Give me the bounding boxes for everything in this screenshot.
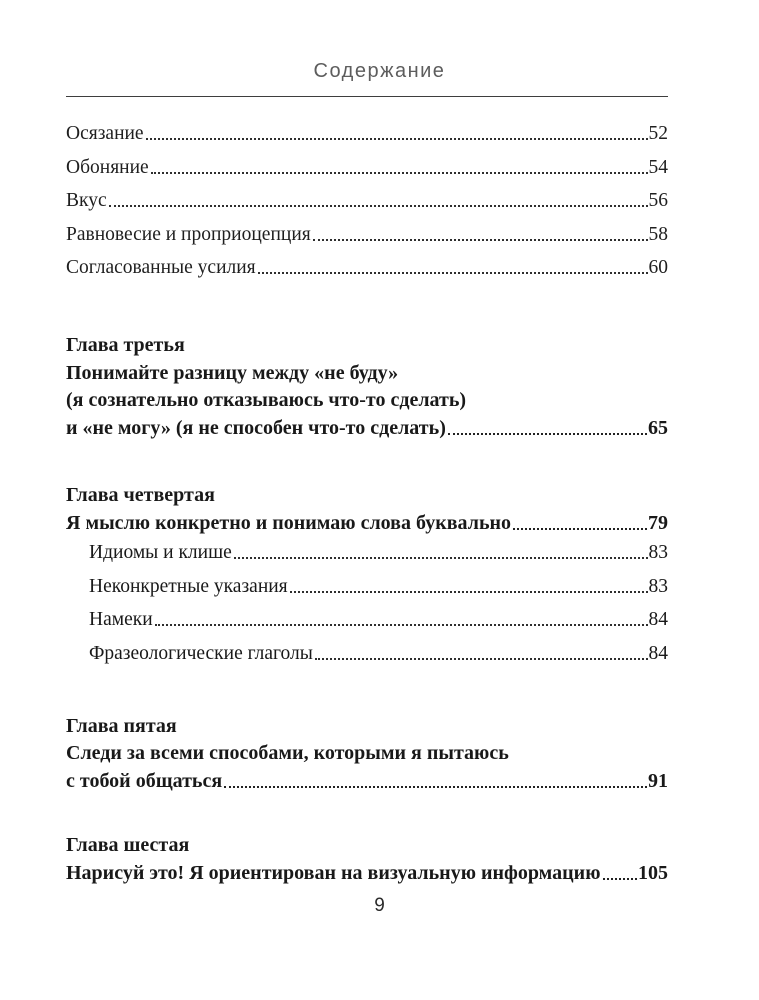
chapter-heading: Глава четвертая: [66, 484, 215, 506]
dot-leader: [234, 557, 648, 559]
toc-entry-title: Намеки: [89, 609, 153, 630]
chapter-title-line: Нарисуй это! Я ориентирован на визуальную информацию: [66, 861, 601, 884]
dot-leader: [315, 658, 648, 660]
header-divider: [66, 96, 668, 97]
chapter-title-line: Следи за всеми способами, которыми я пытаюсь: [66, 742, 509, 764]
chapter-heading: Глава третья: [66, 334, 185, 356]
chapter-title-line: Я мыслю конкретно и понимаю слова буквально: [66, 511, 512, 534]
chapter-page: 105: [638, 861, 668, 884]
chapter-heading: Глава пятая: [66, 714, 177, 737]
toc-entry: [66, 191, 668, 211]
toc-entry-page: 84: [648, 609, 668, 630]
toc-chapter-fourth: [66, 482, 668, 664]
toc-entry-title: Обоняние: [66, 156, 149, 178]
toc-entry: [66, 225, 668, 245]
chapter-title-line: (я сознательно отказываюсь что-то сделать): [66, 389, 467, 411]
chapter-title-line: и «не могу» (я не способен что-то сделать): [66, 416, 446, 439]
chapter-title-row: [66, 510, 668, 538]
toc-entry-page: 52: [648, 123, 668, 144]
toc-entry: [66, 158, 668, 178]
toc-entry-title: Согласованные усилия: [66, 257, 256, 278]
dot-leader: [258, 272, 648, 274]
toc-entry-title: Фразеологические глаголы: [89, 642, 313, 664]
chapter-title-line: с тобой общаться: [66, 769, 223, 792]
dot-leader: [146, 138, 648, 140]
toc-subentries: [66, 543, 668, 664]
toc-subentry: [66, 610, 668, 630]
toc-entry-page: 56: [648, 190, 668, 211]
chapter-title-row: [66, 768, 668, 796]
toc-entry-page: 58: [648, 223, 668, 245]
dot-leader: [603, 878, 638, 880]
toc-chapter-sixth: [66, 832, 668, 887]
toc-subentry: [66, 543, 668, 563]
chapter-title-row: [66, 415, 668, 443]
toc-entry-page: 60: [648, 257, 668, 278]
dot-leader: [290, 591, 648, 593]
page-number: 9: [374, 895, 385, 916]
toc-entry-title: Неконкретные указания: [89, 575, 288, 597]
dot-leader: [448, 433, 647, 435]
dot-leader: [313, 239, 648, 241]
toc-entry-title: Вкус: [66, 190, 107, 211]
toc-entry-page: 83: [648, 542, 668, 563]
toc-entry-title: Равновесие и проприоцепция: [66, 223, 311, 245]
dot-leader: [109, 205, 648, 207]
page-title: Содержание: [313, 60, 446, 82]
dot-leader: [513, 528, 647, 530]
toc-subentry: [66, 577, 668, 597]
toc-entry-page: 54: [648, 156, 668, 178]
dot-leader: [151, 172, 648, 174]
toc-entry: [66, 124, 668, 144]
toc-entry-page: 83: [648, 575, 668, 597]
chapter-title-row: [66, 860, 668, 888]
toc-section-entries: [66, 124, 668, 278]
toc-subentry: [66, 644, 668, 664]
dot-leader: [224, 786, 647, 788]
toc-entry: [66, 258, 668, 278]
dot-leader: [155, 624, 648, 626]
toc-chapter-third: [66, 332, 668, 442]
toc-entry-title: Осязание: [66, 123, 144, 144]
chapter-page: 65: [648, 416, 668, 439]
toc-entry-title: Идиомы и клише: [89, 542, 232, 563]
toc-content: [66, 124, 668, 887]
chapter-title-line: Понимайте разницу между «не буду»: [66, 361, 399, 384]
chapter-page: 91: [648, 769, 668, 792]
toc-entry-page: 84: [648, 642, 668, 664]
chapter-page: 79: [648, 511, 668, 534]
chapter-heading: Глава шестая: [66, 834, 190, 856]
toc-chapter-fifth: [66, 713, 668, 796]
